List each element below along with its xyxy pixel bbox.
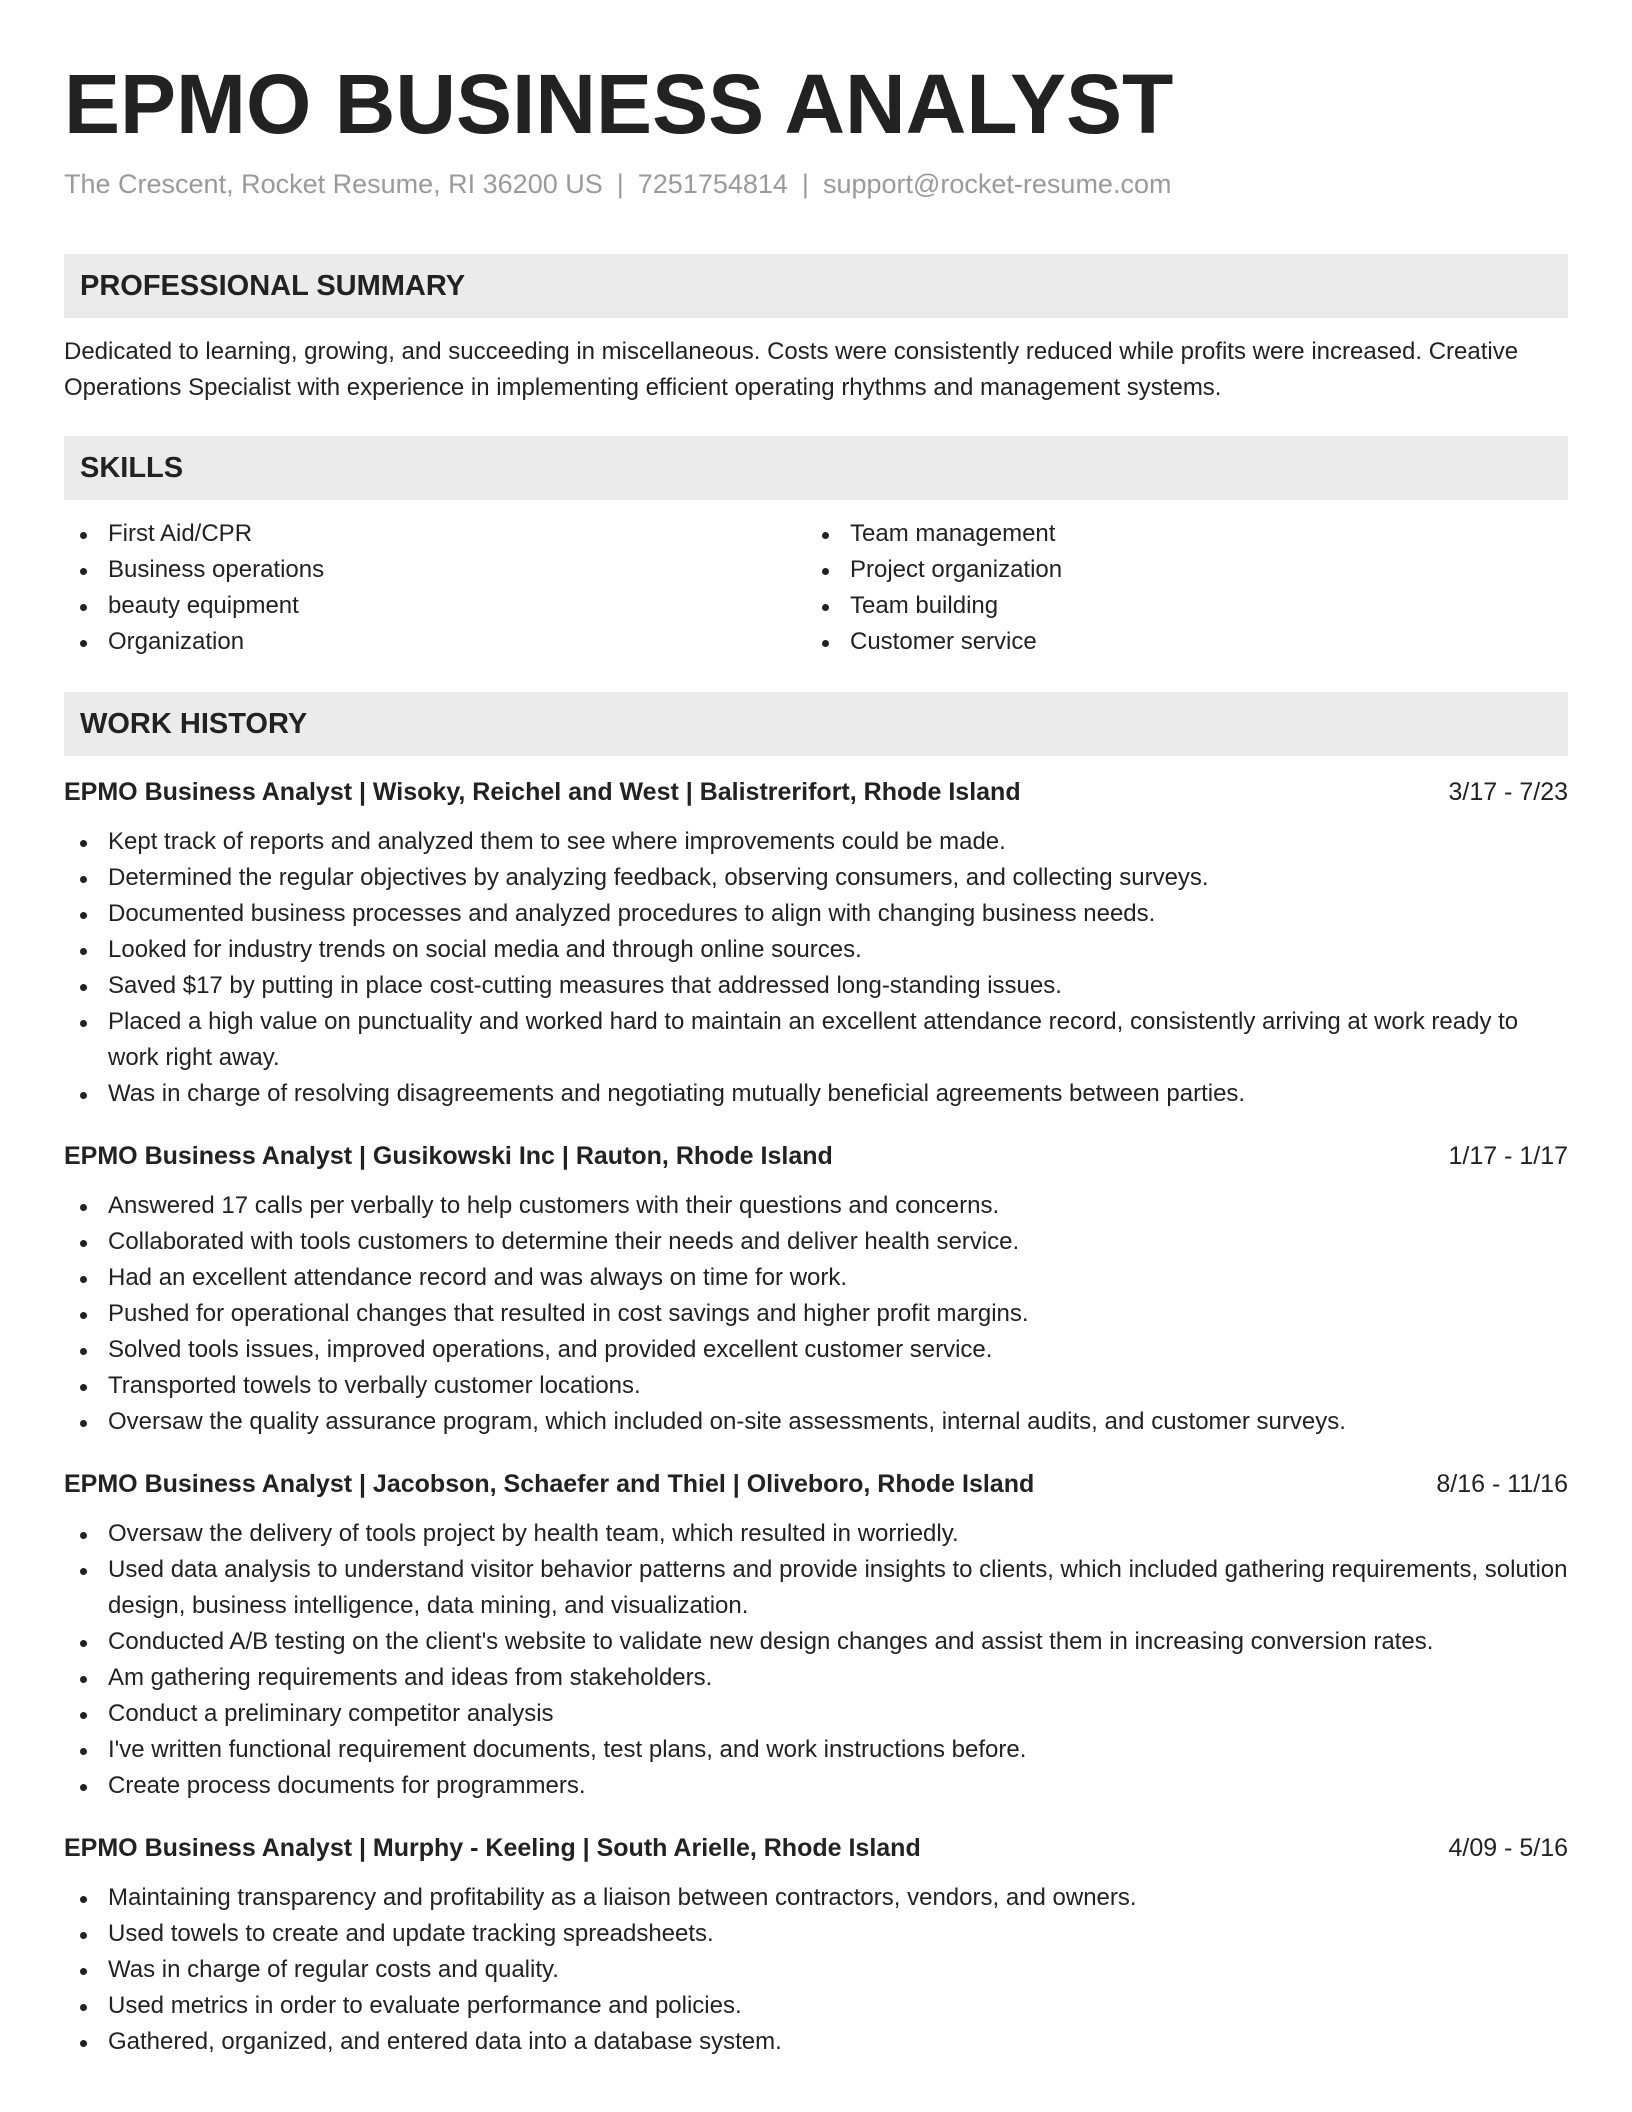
skill-item: Business operations [64,552,806,588]
job-bullet: Conducted A/B testing on the client's website to validate new design changes and assist them in increasing conversion rates. [64,1624,1568,1660]
job-bullet: Conduct a preliminary competitor analysis [64,1696,1568,1732]
job-bullet: Pushed for operational changes that resulted in cost savings and higher profit margins. [64,1296,1568,1332]
job-entry [64,1466,1568,1804]
job-bullet: I've written functional requirement documents, test plans, and work instructions before. [64,1732,1568,1768]
job-bullet: Determined the regular objectives by analyzing feedback, observing consumers, and collecting surveys. [64,860,1568,896]
skill-item: Team building [806,588,1548,624]
job-bullet: Was in charge of regular costs and quality. [64,1952,1568,1988]
job-bullet: Collaborated with tools customers to determine their needs and deliver health service. [64,1224,1568,1260]
work-history-heading: WORK HISTORY [64,692,1568,756]
job-header [64,774,1568,810]
job-bullet: Looked for industry trends on social media and through online sources. [64,932,1568,968]
job-title: EPMO Business Analyst | Murphy - Keeling | South Arielle, Rhode Island [64,1834,921,1862]
contact-line [64,166,1568,202]
resume-page [64,56,1568,2060]
job-header [64,1466,1568,1502]
job-bullet: Placed a high value on punctuality and worked hard to maintain an excellent attendance record, consistently arriving at work ready to work right away. [64,1004,1568,1076]
summary-heading: PROFESSIONAL SUMMARY [64,254,1568,318]
job-bullet: Was in charge of resolving disagreements and negotiating mutually beneficial agreements between parties. [64,1076,1568,1112]
job-bullet: Oversaw the quality assurance program, which included on-site assessments, internal audits, and customer surveys. [64,1404,1568,1440]
contact-phone: 7251754814 [637,169,788,199]
contact-address: The Crescent, Rocket Resume, RI 36200 US [64,169,603,199]
skills-list [64,516,1568,660]
contact-email: support@rocket-resume.com [822,169,1172,199]
job-bullet: Saved $17 by putting in place cost-cutting measures that addressed long-standing issues. [64,968,1568,1004]
job-bullets [64,824,1568,1112]
job-dates: 4/09 - 5/16 [1448,1834,1568,1862]
skill-item: Organization [64,624,806,660]
job-entry [64,1138,1568,1440]
contact-separator: | [616,169,624,199]
job-dates: 8/16 - 11/16 [1436,1470,1568,1498]
job-bullet: Documented business processes and analyzed procedures to align with changing business needs. [64,896,1568,932]
job-bullet: Answered 17 calls per verbally to help customers with their questions and concerns. [64,1188,1568,1224]
summary-text: Dedicated to learning, growing, and succeeding in miscellaneous. Costs were consistently reduced while profits were increased. Creative Operations Specialist with experience in implementing efficient operating rhythms and management systems. [64,338,1519,401]
job-title: EPMO Business Analyst | Wisoky, Reichel and West | Balistrerifort, Rhode Island [64,778,1021,806]
job-bullets [64,1188,1568,1440]
job-bullet: Used towels to create and update tracking spreadsheets. [64,1916,1568,1952]
skill-item: Project organization [806,552,1548,588]
job-dates: 1/17 - 1/17 [1448,1142,1568,1170]
skill-item: First Aid/CPR [64,516,806,552]
candidate-name: EPMO BUSINESS ANALYST [64,57,1174,151]
skill-item: beauty equipment [64,588,806,624]
skills-column-right [806,516,1548,660]
skill-item: Team management [806,516,1548,552]
job-bullet: Maintaining transparency and profitability as a liaison between contractors, vendors, and owners. [64,1880,1568,1916]
job-entry [64,774,1568,1112]
job-bullet: Transported towels to verbally customer locations. [64,1368,1568,1404]
job-title: EPMO Business Analyst | Gusikowski Inc | Rauton, Rhode Island [64,1142,833,1170]
job-dates: 3/17 - 7/23 [1448,778,1568,806]
job-bullet: Gathered, organized, and entered data into a database system. [64,2024,1568,2060]
job-bullets [64,1516,1568,1804]
skills-column-left [64,516,806,660]
job-header [64,1138,1568,1174]
skills-heading: SKILLS [64,436,1568,500]
job-bullet: Used data analysis to understand visitor behavior patterns and provide insights to clients, which included gathering requirements, solution design, business intelligence, data mining, and visualization. [64,1552,1568,1624]
job-bullet: Kept track of reports and analyzed them to see where improvements could be made. [64,824,1568,860]
job-bullets [64,1880,1568,2060]
job-bullet: Create process documents for programmers. [64,1768,1568,1804]
job-bullet: Oversaw the delivery of tools project by health team, which resulted in worriedly. [64,1516,1568,1552]
contact-separator: | [801,169,809,199]
job-entry [64,1830,1568,2060]
job-bullet: Used metrics in order to evaluate performance and policies. [64,1988,1568,2024]
job-bullet: Solved tools issues, improved operations, and provided excellent customer service. [64,1332,1568,1368]
job-bullet: Am gathering requirements and ideas from stakeholders. [64,1660,1568,1696]
skill-item: Customer service [806,624,1548,660]
job-header [64,1830,1568,1866]
job-title: EPMO Business Analyst | Jacobson, Schaefer and Thiel | Oliveboro, Rhode Island [64,1470,1035,1498]
job-bullet: Had an excellent attendance record and was always on time for work. [64,1260,1568,1296]
